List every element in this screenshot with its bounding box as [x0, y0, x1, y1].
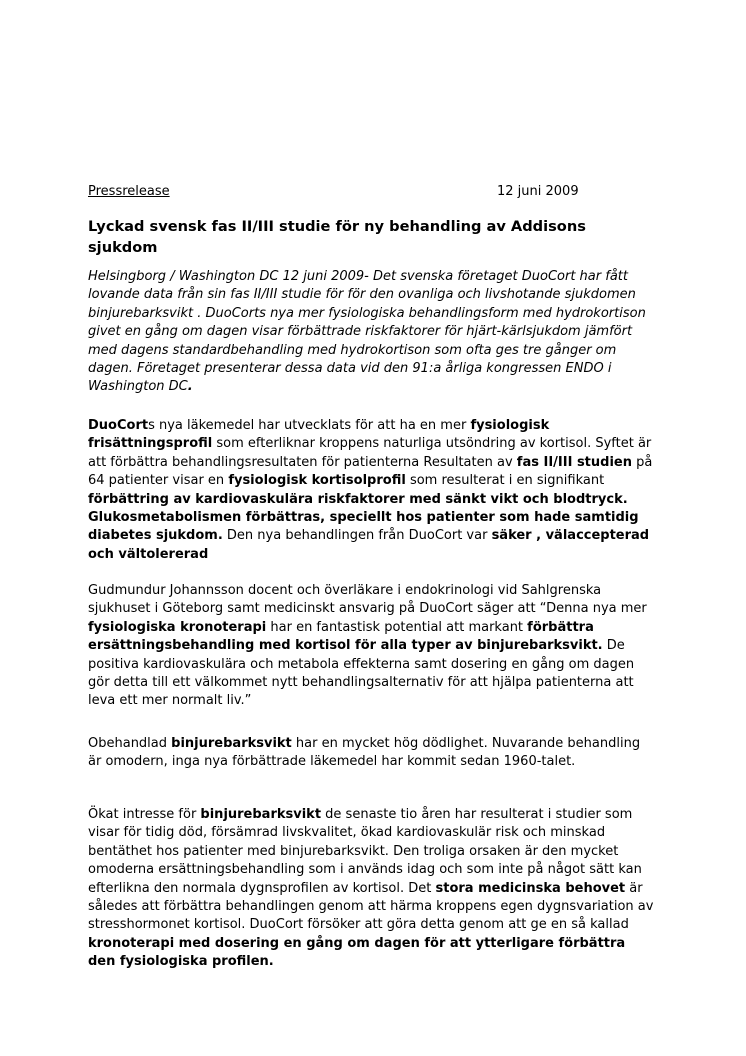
text-run: Obehandlad: [88, 736, 172, 751]
bold-text-run: fysiologisk frisättningsprofil: [88, 418, 550, 452]
paragraph-2: [88, 582, 656, 711]
lead-text: Helsingborg / Washington DC 12 juni 2009- Det svenska företaget DuoCort har fått lovande data från sin fas II/III studie för för den ovanliga och livshotande sjukdomen binjurebarksvikt . DuoCorts nya mer fysiologiska behandlingsform med hydrokortison givet en gång om dagen visar förbättrade riskfaktorer för hjärt-kärlsjukdom jämfört med dagens standardbehandling med hydrokortison som ofta ges tre gånger om dagen. Företaget presenterar dessa data vid den 91:a årliga kongressen ENDO i Washington DC: [88, 269, 646, 395]
bold-text-run: förbättra ersättningsbehandling med kortisol för alla typer av binjurebarksvikt.: [88, 619, 603, 654]
text-run: är således att förbättra behandlingen genom att härma kroppens egen dygnsvariation av stresshormonet kortisol. DuoCort försöker att göra detta genom att ge en så kallad: [88, 880, 654, 933]
bold-text-run: kronoterapi med dosering en gång om dagen för att ytterligare förbättra den fysiologiska profilen.: [88, 935, 626, 970]
bold-text-run: stora medicinska behovet: [435, 880, 626, 896]
paragraph-4: [88, 806, 656, 972]
text-run: Ökat intresse för: [88, 807, 201, 822]
paragraph-1: [88, 417, 656, 564]
text-run: s nya läkemedel har utvecklats för att ha en mer: [148, 418, 471, 433]
bold-text-run: fas II/III studien: [516, 454, 632, 470]
bold-text-run: fysiologisk kortisolprofil: [228, 473, 406, 489]
document-header: [88, 183, 656, 201]
bold-text-run: förbättring av kardiovaskulära riskfaktorer med sänkt vikt och blodtryck. Glukosmetabolismen förbättras, speciellt hos patienter som hade samtidig diabetes sjukdom.: [88, 491, 639, 544]
headline: Lyckad svensk fas II/III studie för ny behandling av Addisons sjukdom: [88, 218, 586, 256]
lead-paragraph: [88, 268, 656, 397]
lead-end: .: [187, 379, 193, 395]
text-run: de senaste tio åren har resulterat i studier som visar för tidig död, försämrad livskvalitet, ökad kardiovaskulär risk och minskad bentäthet hos patienter med binjurebarksvikt. Den troliga orsaken är den mycket omoderna ersättningsbehandling som i används idag och som inte på något sätt kan efterlikna den normala dygnsprofilen av kortisol. Det: [88, 807, 642, 896]
text-run: Den nya behandlingen från DuoCort var: [222, 528, 492, 544]
bold-text-run: DuoCort: [88, 418, 149, 433]
bold-text-run: binjurebarksvikt: [200, 807, 322, 822]
release-date: 12 juni 2009: [497, 184, 579, 199]
text-run: har en fantastisk potential att markant: [266, 619, 528, 635]
text-run: som resulterat i en signifikant: [405, 473, 605, 489]
paragraph-3: [88, 735, 656, 772]
bold-text-run: fysiologiska kronoterapi: [88, 619, 267, 635]
text-run: har en mycket hög dödlighet. Nuvarande behandling är omodern, inga nya förbättrade läkemedel har kommit sedan 1960-talet.: [88, 736, 641, 770]
text-run: De positiva kardiovaskulära och metabola effekterna samt dosering en gång om dagen gör detta till ett välkommet nytt behandlingsalternativ för att hjälpa patienterna att leva ett mer normalt liv.”: [88, 638, 635, 709]
bold-text-run: binjurebarksvikt: [171, 736, 292, 751]
pressrelease-label: Pressrelease: [88, 184, 170, 199]
text-run: som efterliknar kroppens naturliga utsöndring av kortisol. Syftet är att förbättra behandlingsresultaten för patienterna Resultaten av: [88, 436, 652, 470]
bold-text-run: säker , välaccepterad och vältolererad: [88, 528, 650, 562]
text-run: Gudmundur Johannsson docent och överläkare i endokrinologi vid Sahlgrenska sjukhuset i Göteborg samt medicinskt ansvarig på DuoCort säger att “Denna nya mer: [88, 583, 647, 617]
text-run: på 64 patienter visar en: [88, 454, 653, 489]
